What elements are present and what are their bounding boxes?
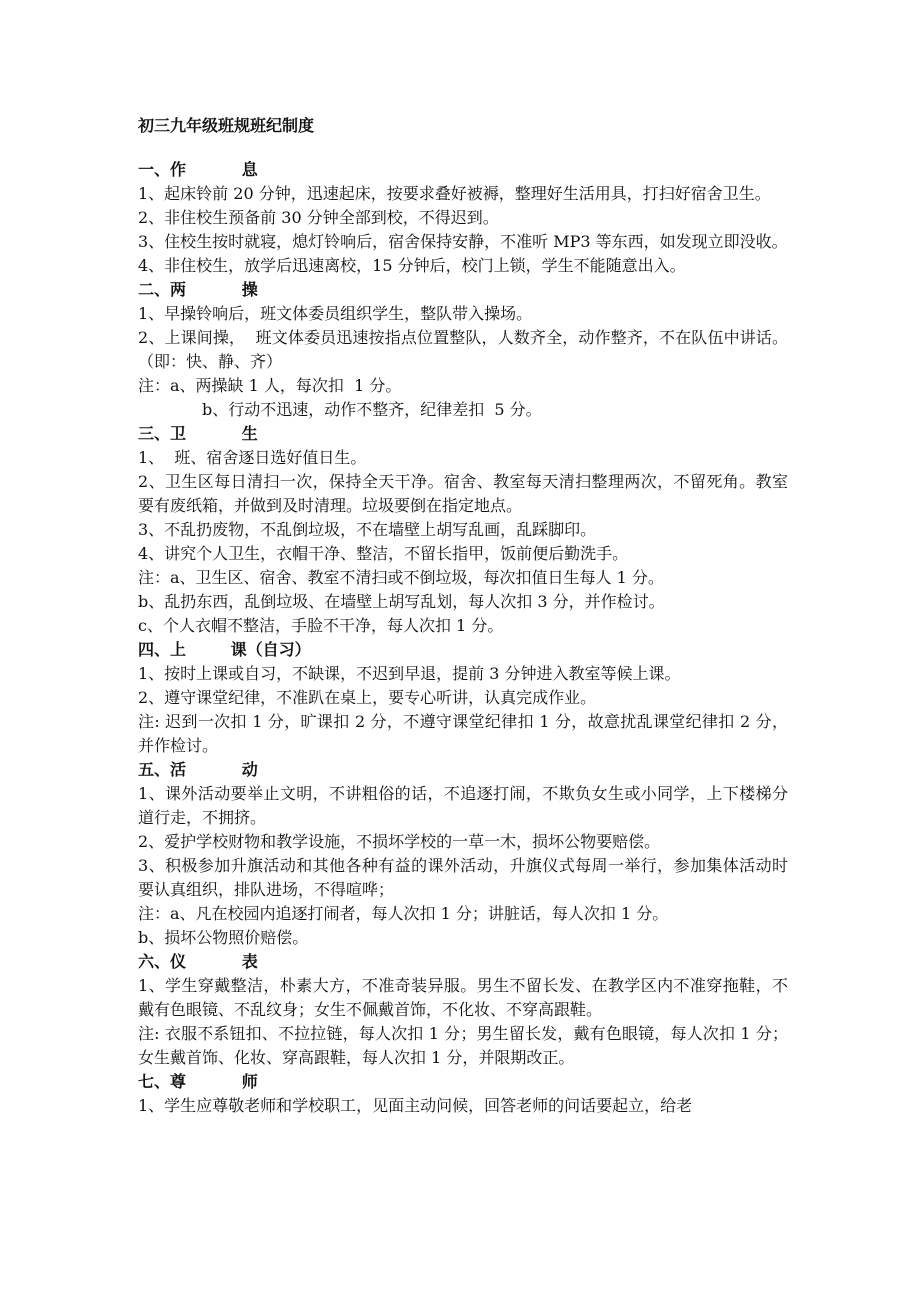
paragraph: 4、讲究个人卫生，衣帽干净、整洁，不留长指甲，饭前便后勤洗手。 (138, 544, 629, 563)
paragraph: 注：a、卫生区、宿舍、教室不清扫或不倒垃圾，每次扣值日生每人 1 分。 (138, 568, 664, 587)
paragraph: 1、课外活动要举止文明，不讲粗俗的话，不追逐打闹，不欺负女生或小同学，上下楼梯分道行走，不拥挤。 (138, 784, 788, 827)
section-7 (138, 1070, 788, 1118)
paragraph: 2、爱护学校财物和教学设施，不损坏学校的一草一木，损坏公物要赔偿。 (138, 832, 661, 851)
paragraph: 4、非住校生，放学后迅速离校，15 分钟后，校门上锁，学生不能随意出入。 (138, 256, 686, 275)
paragraph: 2、遵守课堂纪律，不准趴在桌上，要专心听讲，认真完成作业。 (138, 688, 597, 707)
paragraph: 注：a、凡在校园内追逐打闹者，每人次扣 1 分；讲脏话，每人次扣 1 分。 (138, 904, 669, 923)
paragraph: 2、上课间操， 班文体委员迅速按指点位置整队，人数齐全，动作整齐，不在队伍中讲话。（即：快、静、齐） (138, 328, 788, 371)
paragraph: 1、起床铃前 20 分钟，迅速起床，按要求叠好被褥，整理好生活用具，打扫好宿舍卫生。 (138, 184, 771, 203)
paragraph: 1、早操铃响后，班文体委员组织学生，整队带入操场。 (138, 304, 533, 323)
section-5 (138, 758, 788, 950)
paragraph: b、乱扔东西，乱倒垃圾、在墙壁上胡写乱划，每人次扣 3 分，并作检讨。 (138, 592, 665, 611)
document-body (138, 114, 788, 1118)
section-2 (138, 278, 788, 422)
paragraph: 2、非住校生预备前 30 分钟全部到校，不得迟到。 (138, 208, 499, 227)
paragraph: 注: 迟到一次扣 1 分，旷课扣 2 分，不遵守课堂纪律扣 1 分，故意扰乱课堂纪律扣 2 分，并作检讨。 (138, 712, 788, 755)
section-heading: 六、仪 表 (138, 952, 258, 971)
section-4 (138, 638, 788, 758)
section-heading: 三、卫 生 (138, 424, 258, 443)
section-heading: 五、活 动 (138, 760, 258, 779)
paragraph: 1、学生穿戴整洁，朴素大方，不准奇装异服。男生不留长发、在教学区内不准穿拖鞋，不戴有色眼镜、不乱纹身；女生不佩戴首饰，不化妆、不穿高跟鞋。 (138, 976, 788, 1019)
paragraph: 3、不乱扔废物，不乱倒垃圾，不在墙壁上胡写乱画，乱踩脚印。 (138, 520, 597, 539)
section-3 (138, 422, 788, 638)
section-heading: 四、上 课（自习） (138, 640, 311, 659)
document-title: 初三九年级班规班纪制度 (138, 116, 315, 135)
paragraph: 3、积极参加升旗活动和其他各种有益的课外活动，升旗仪式每周一举行，参加集体活动时要认真组织，排队进场，不得喧哗； (138, 856, 788, 899)
section-heading: 一、作 息 (138, 160, 258, 179)
paragraph: b、行动不迅速，动作不整齐，纪律差扣 5 分。 (202, 400, 542, 419)
section-heading: 二、两 操 (138, 280, 258, 299)
section-1 (138, 158, 788, 278)
paragraph: 注: 衣服不系钮扣、不拉拉链，每人次扣 1 分；男生留长发，戴有色眼镜，每人次扣 1 分；女生戴首饰、化妆、穿高跟鞋，每人次扣 1 分，并限期改正。 (138, 1024, 788, 1067)
sections-container (138, 158, 788, 1118)
paragraph: 1、按时上课或自习，不缺课，不迟到早退，提前 3 分钟进入教室等候上课。 (138, 664, 681, 683)
paragraph: b、损坏公物照价赔偿。 (138, 928, 309, 947)
paragraph: 注：a、两操缺 1 人，每次扣 1 分。 (138, 376, 402, 395)
paragraph: 1、 班、宿舍逐日选好值日生。 (138, 448, 367, 467)
section-6 (138, 950, 788, 1070)
paragraph: 3、住校生按时就寝，熄灯铃响后，宿舍保持安静，不准听 MP3 等东西，如发现立即没收。 (138, 232, 788, 251)
paragraph: 2、卫生区每日清扫一次，保持全天干净。宿舍、教室每天清扫整理两次，不留死角。教室要有废纸箱，并做到及时清理。垃圾要倒在指定地点。 (138, 472, 788, 515)
paragraph: 1、学生应尊敬老师和学校职工，见面主动问候，回答老师的问话要起立，给老 (138, 1096, 693, 1115)
section-heading: 七、尊 师 (138, 1072, 258, 1091)
paragraph: c、个人衣帽不整洁，手脸不干净，每人次扣 1 分。 (138, 616, 504, 635)
